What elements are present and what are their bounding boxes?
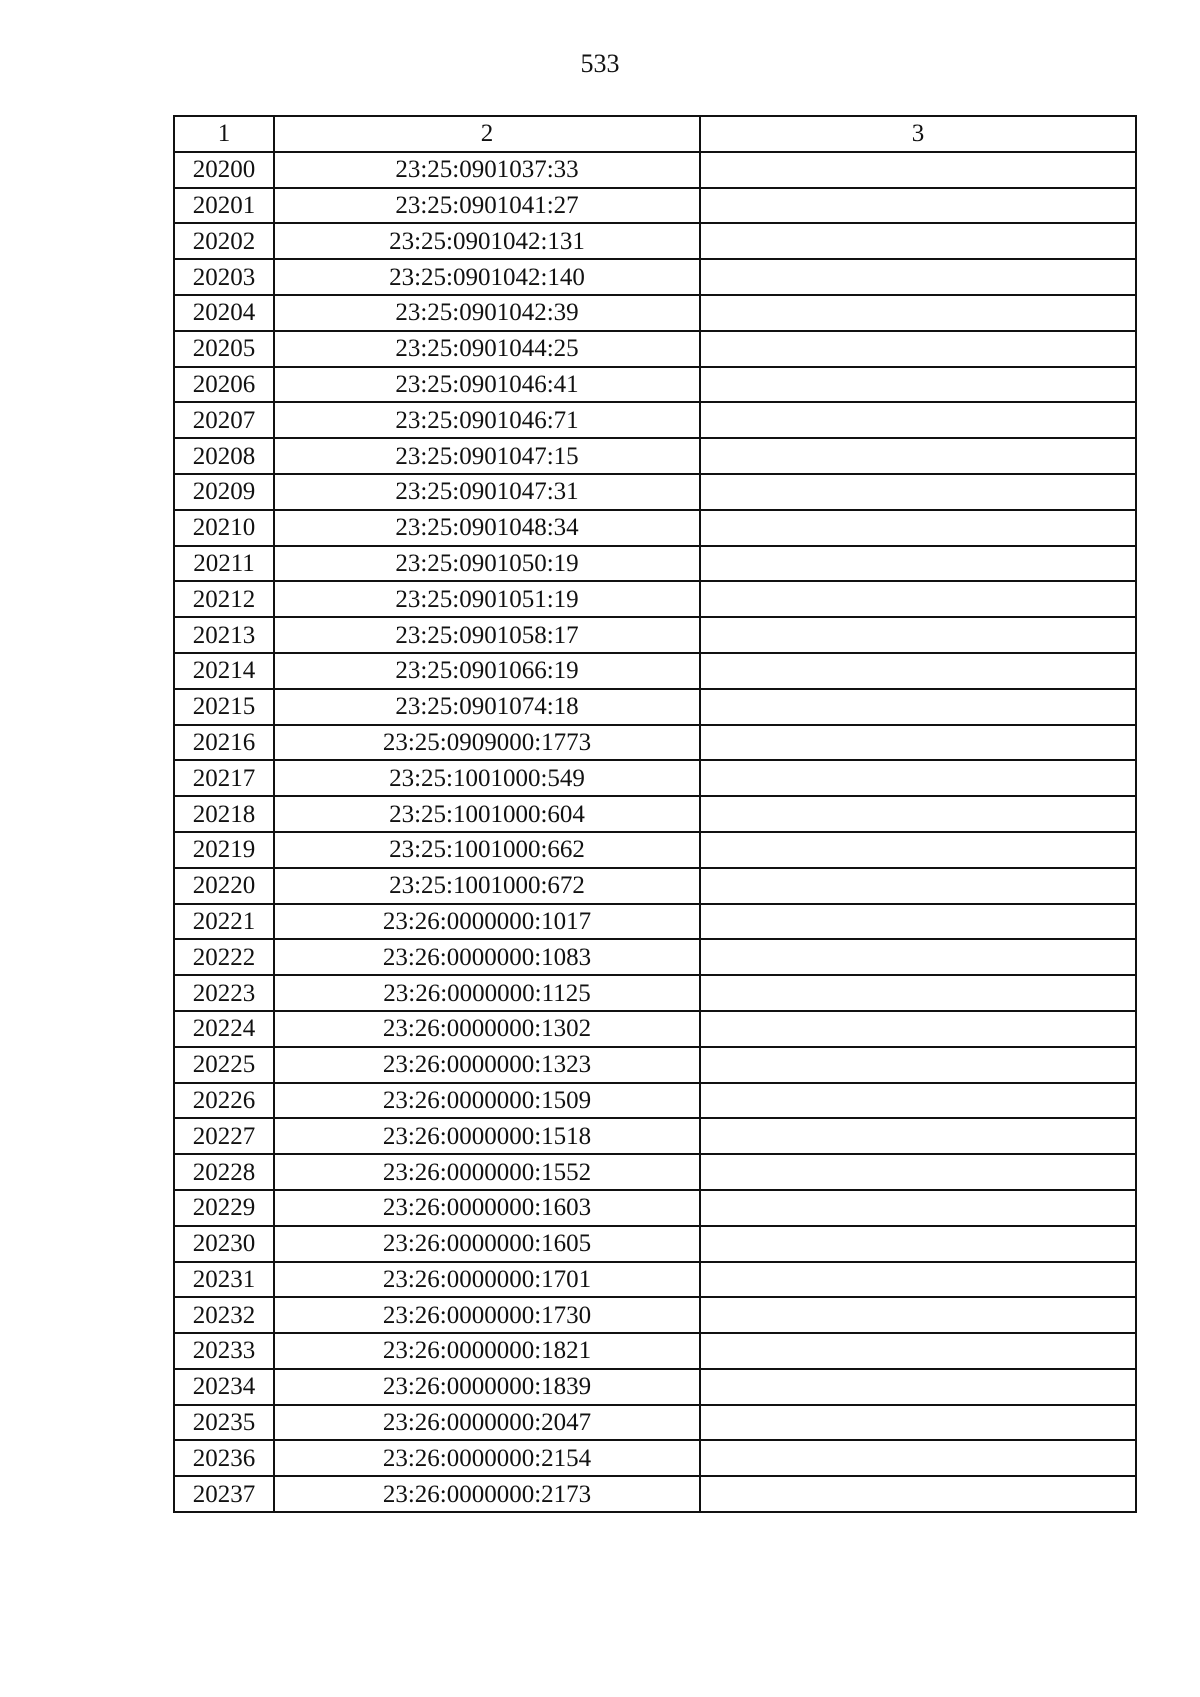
table-row [174,939,1136,975]
row-number-cell: 20215 [174,689,274,725]
column-header-1: 1 [174,116,274,152]
table-row [174,259,1136,295]
row-number-cell: 20212 [174,581,274,617]
table-row [174,1190,1136,1226]
note-cell [700,152,1136,188]
row-number-cell: 20219 [174,832,274,868]
table-row [174,904,1136,940]
cadastral-number-cell: 23:25:0901046:41 [274,367,700,403]
row-number-cell: 20213 [174,617,274,653]
cadastral-number-cell: 23:25:0901042:131 [274,223,700,259]
cadastral-number-cell: 23:25:0901042:39 [274,295,700,331]
header-row [174,116,1136,152]
table-row [174,152,1136,188]
cadastral-number-cell: 23:25:1001000:604 [274,796,700,832]
table-row [174,402,1136,438]
row-number-cell: 20230 [174,1226,274,1262]
row-number-cell: 20221 [174,904,274,940]
table-row [174,1333,1136,1369]
table-row [174,1118,1136,1154]
row-number-cell: 20210 [174,510,274,546]
registry-table [173,115,1137,1513]
row-number-cell: 20234 [174,1369,274,1405]
note-cell [700,975,1136,1011]
cadastral-number-cell: 23:26:0000000:1730 [274,1297,700,1333]
row-number-cell: 20233 [174,1333,274,1369]
cadastral-number-cell: 23:26:0000000:1509 [274,1083,700,1119]
row-number-cell: 20225 [174,1047,274,1083]
table-row [174,832,1136,868]
row-number-cell: 20205 [174,331,274,367]
note-cell [700,1154,1136,1190]
cadastral-number-cell: 23:25:0901042:140 [274,259,700,295]
note-cell [700,689,1136,725]
cadastral-number-cell: 23:25:0901051:19 [274,581,700,617]
row-number-cell: 20228 [174,1154,274,1190]
cadastral-number-cell: 23:26:0000000:1701 [274,1262,700,1298]
table-row [174,1011,1136,1047]
row-number-cell: 20231 [174,1262,274,1298]
cadastral-number-cell: 23:25:1001000:549 [274,760,700,796]
note-cell [700,653,1136,689]
table-header [174,116,1136,152]
table-row [174,331,1136,367]
table-row [174,474,1136,510]
row-number-cell: 20216 [174,725,274,761]
table-row [174,295,1136,331]
cadastral-number-cell: 23:25:0901046:71 [274,402,700,438]
table-row [174,188,1136,224]
cadastral-number-cell: 23:26:0000000:1821 [274,1333,700,1369]
table-row [174,223,1136,259]
table-row [174,868,1136,904]
table-row [174,1297,1136,1333]
cadastral-number-cell: 23:26:0000000:1302 [274,1011,700,1047]
column-header-3: 3 [700,116,1136,152]
cadastral-number-cell: 23:26:0000000:2154 [274,1440,700,1476]
note-cell [700,617,1136,653]
cadastral-number-cell: 23:26:0000000:1839 [274,1369,700,1405]
cadastral-number-cell: 23:25:0901050:19 [274,546,700,582]
table-row [174,1440,1136,1476]
cadastral-number-cell: 23:26:0000000:1605 [274,1226,700,1262]
column-header-2: 2 [274,116,700,152]
note-cell [700,868,1136,904]
cadastral-number-cell: 23:26:0000000:1125 [274,975,700,1011]
row-number-cell: 20222 [174,939,274,975]
table-row [174,760,1136,796]
table-row [174,653,1136,689]
row-number-cell: 20226 [174,1083,274,1119]
row-number-cell: 20201 [174,188,274,224]
cadastral-number-cell: 23:25:0901048:34 [274,510,700,546]
cadastral-number-cell: 23:25:0901047:31 [274,474,700,510]
note-cell [700,1333,1136,1369]
cadastral-number-cell: 23:25:1001000:672 [274,868,700,904]
cadastral-number-cell: 23:25:0901044:25 [274,331,700,367]
row-number-cell: 20218 [174,796,274,832]
table-row [174,581,1136,617]
note-cell [700,1369,1136,1405]
cadastral-number-cell: 23:26:0000000:1323 [274,1047,700,1083]
row-number-cell: 20206 [174,367,274,403]
table-row [174,1405,1136,1441]
note-cell [700,796,1136,832]
table-row [174,1047,1136,1083]
table-row [174,796,1136,832]
row-number-cell: 20200 [174,152,274,188]
note-cell [700,832,1136,868]
table-row [174,725,1136,761]
note-cell [700,939,1136,975]
note-cell [700,904,1136,940]
note-cell [700,1476,1136,1512]
note-cell [700,1118,1136,1154]
cadastral-number-cell: 23:26:0000000:1603 [274,1190,700,1226]
note-cell [700,1440,1136,1476]
cadastral-number-cell: 23:25:0901066:19 [274,653,700,689]
row-number-cell: 20220 [174,868,274,904]
row-number-cell: 20203 [174,259,274,295]
note-cell [700,1262,1136,1298]
note-cell [700,1226,1136,1262]
note-cell [700,402,1136,438]
row-number-cell: 20227 [174,1118,274,1154]
note-cell [700,760,1136,796]
cadastral-number-cell: 23:25:1001000:662 [274,832,700,868]
row-number-cell: 20208 [174,438,274,474]
table-body [174,152,1136,1512]
cadastral-number-cell: 23:26:0000000:1083 [274,939,700,975]
note-cell [700,223,1136,259]
row-number-cell: 20202 [174,223,274,259]
note-cell [700,188,1136,224]
row-number-cell: 20214 [174,653,274,689]
row-number-cell: 20232 [174,1297,274,1333]
row-number-cell: 20217 [174,760,274,796]
table-row [174,1262,1136,1298]
row-number-cell: 20223 [174,975,274,1011]
note-cell [700,438,1136,474]
row-number-cell: 20207 [174,402,274,438]
note-cell [700,474,1136,510]
note-cell [700,546,1136,582]
table-row [174,617,1136,653]
table-row [174,689,1136,725]
row-number-cell: 20237 [174,1476,274,1512]
cadastral-number-cell: 23:26:0000000:1518 [274,1118,700,1154]
cadastral-number-cell: 23:25:0901037:33 [274,152,700,188]
note-cell [700,1190,1136,1226]
note-cell [700,1083,1136,1119]
row-number-cell: 20224 [174,1011,274,1047]
page-number: 533 [580,49,620,78]
row-number-cell: 20204 [174,295,274,331]
note-cell [700,295,1136,331]
row-number-cell: 20229 [174,1190,274,1226]
row-number-cell: 20235 [174,1405,274,1441]
note-cell [700,725,1136,761]
note-cell [700,1297,1136,1333]
cadastral-number-cell: 23:25:0901074:18 [274,689,700,725]
note-cell [700,1047,1136,1083]
cadastral-number-cell: 23:25:0901058:17 [274,617,700,653]
cadastral-number-cell: 23:26:0000000:1552 [274,1154,700,1190]
table-row [174,510,1136,546]
row-number-cell: 20236 [174,1440,274,1476]
note-cell [700,259,1136,295]
cadastral-number-cell: 23:25:0901041:27 [274,188,700,224]
row-number-cell: 20209 [174,474,274,510]
cadastral-number-cell: 23:26:0000000:2047 [274,1405,700,1441]
note-cell [700,581,1136,617]
table-row [174,1476,1136,1512]
note-cell [700,510,1136,546]
cadastral-number-cell: 23:26:0000000:1017 [274,904,700,940]
table-row [174,1083,1136,1119]
table-row [174,438,1136,474]
note-cell [700,331,1136,367]
note-cell [700,1405,1136,1441]
row-number-cell: 20211 [174,546,274,582]
note-cell [700,367,1136,403]
cadastral-number-cell: 23:25:0909000:1773 [274,725,700,761]
table-row [174,367,1136,403]
table-row [174,1369,1136,1405]
cadastral-number-cell: 23:26:0000000:2173 [274,1476,700,1512]
table-row [174,1226,1136,1262]
cadastral-number-cell: 23:25:0901047:15 [274,438,700,474]
table-row [174,1154,1136,1190]
table-row [174,546,1136,582]
table-row [174,975,1136,1011]
note-cell [700,1011,1136,1047]
